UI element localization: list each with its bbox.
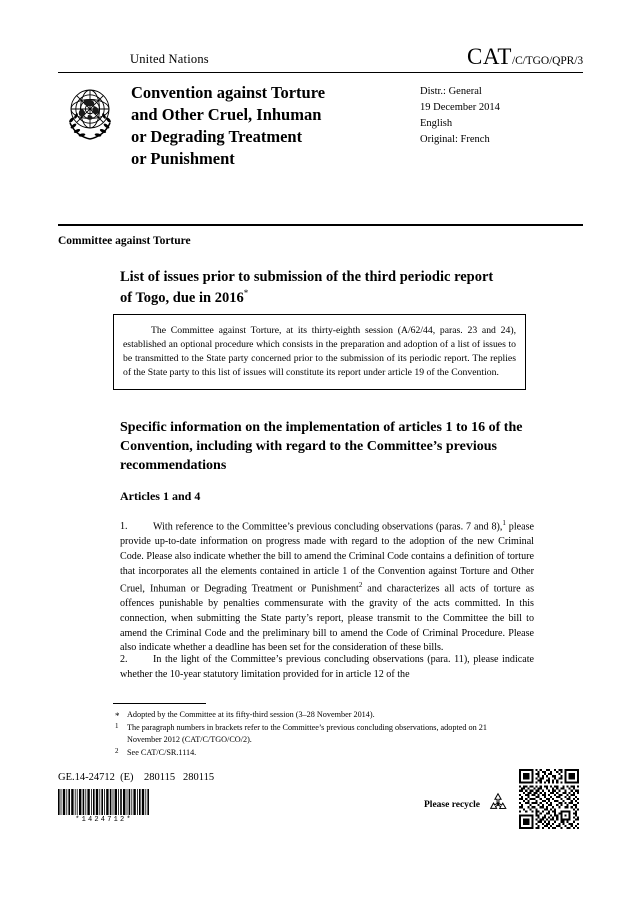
convention-title-line-4: or Punishment: [131, 148, 235, 168]
convention-title-line-3: or Degrading Treatment: [131, 126, 303, 146]
barcode-text: *1424712*: [75, 816, 133, 824]
page-title-line-1: List of issues prior to submission of the third periodic report: [120, 269, 494, 285]
paragraph-2-text-part1: In the light of the Committee’s previous concluding observations (para. 11), please indicate whether the 10-year statutory limitation provided for in article 12 of the: [120, 654, 534, 680]
note-box-text: The Committee against Torture, at its thirty-eighth session (A/62/44, paras. 23 and 24), established an optional procedure which consists in the preparation and adoption of a list of issues to be transmitted to the State party concerned prior to the submission of its periodic report. The replies of the State party to this list of issues will constitute its report under article 19 of the Convention.: [123, 325, 516, 378]
header-rule-thin: [58, 72, 583, 73]
document-symbol: [467, 44, 583, 70]
footnote-text-asterisk: Adopted by the Committee at its fifty-third session (3–28 November 2014).: [127, 710, 375, 719]
footnote-mark-2: 2: [115, 746, 119, 755]
paragraph-1-number: 1.: [120, 521, 128, 533]
paragraph-1-text-part1: With reference to the Committee’s previous concluding observations (paras. 7 and 8),: [153, 521, 503, 533]
header-rule-thick: [58, 224, 583, 226]
paragraph-2: [120, 653, 534, 683]
job-number: GE.14-24712 (E) 280115 280115: [58, 772, 215, 783]
convention-title: [131, 82, 401, 170]
recycle-icon: [487, 791, 509, 813]
distribution-date: 19 December 2014: [420, 101, 500, 113]
qr-code-icon: [519, 769, 579, 829]
organization-name: United Nations: [130, 52, 209, 66]
section-subheading: Articles 1 and 4: [120, 489, 201, 503]
document-symbol-prefix: CAT: [467, 44, 512, 69]
distribution-type: Distr.: General: [420, 86, 482, 97]
convention-title-line-1: Convention against Torture: [131, 83, 326, 102]
un-emblem-icon: [58, 82, 122, 146]
committee-name: Committee against Torture: [58, 235, 191, 247]
footnote-mark-1: 1: [115, 721, 119, 730]
footnote-asterisk: [113, 709, 513, 721]
page-title-line-2: of Togo, due in 2016: [120, 290, 244, 307]
recycle-label: Please recycle: [424, 800, 480, 810]
footnote-mark-asterisk: *: [115, 711, 120, 721]
page-title: [120, 268, 540, 309]
distribution-original: Original: French: [420, 133, 490, 145]
note-box: [113, 314, 526, 390]
footnote-separator: [113, 703, 206, 704]
distribution-language: English: [420, 117, 453, 129]
footnote-1: [113, 722, 513, 746]
paragraph-2-number: 2.: [120, 654, 128, 665]
paragraph-1-text-part2: please provide up-to-date information on progress made with regard to the adoption of the new Criminal Code. Please also indicate whether the bill to amend the Criminal Code contains a definition of torture that incorporates all the elements contained in article 1 of the Convention against Torture and Other Cruel, Inhuman or Degrading Treatment or Punishment: [120, 521, 534, 595]
section-heading: Specific information on the implementation of articles 1 to 16 of the Convention, including with regard to the Committee’s previous recommendations: [120, 420, 523, 474]
footnote-2: [113, 747, 513, 759]
barcode-icon: [58, 789, 150, 815]
footnote-text-2: See CAT/C/SR.1114.: [127, 747, 197, 757]
paragraph-1-footnote-mark-1: 1: [502, 519, 506, 527]
paragraph-1-text-part3: and characterizes all acts of torture as offences punishable by penalties commensurate with the gravity of the acts committed. In this connection, when submitting the State party’s report, please transmit to the Committee the bill to amend the Criminal Code and the preliminary bill to amend the Code of Criminal Procedure. Please also indicate whether a deadline has been set for the consideration of these bills.: [120, 583, 534, 654]
footnote-text-1: The paragraph numbers in brackets refer to the Committee’s previous concluding observations, adopted on 21 November 2012 (CAT/C/TGO/CO/2).: [127, 722, 487, 744]
document-symbol-suffix: /C/TGO/QPR/3: [511, 55, 583, 67]
convention-title-line-2: and Other Cruel, Inhuman: [131, 104, 322, 124]
title-footnote-mark: *: [243, 288, 249, 299]
paragraph-1-footnote-mark-2: 2: [358, 580, 363, 589]
footnotes: [113, 709, 513, 760]
paragraph-1: [120, 518, 534, 656]
distribution-block: [420, 84, 500, 148]
